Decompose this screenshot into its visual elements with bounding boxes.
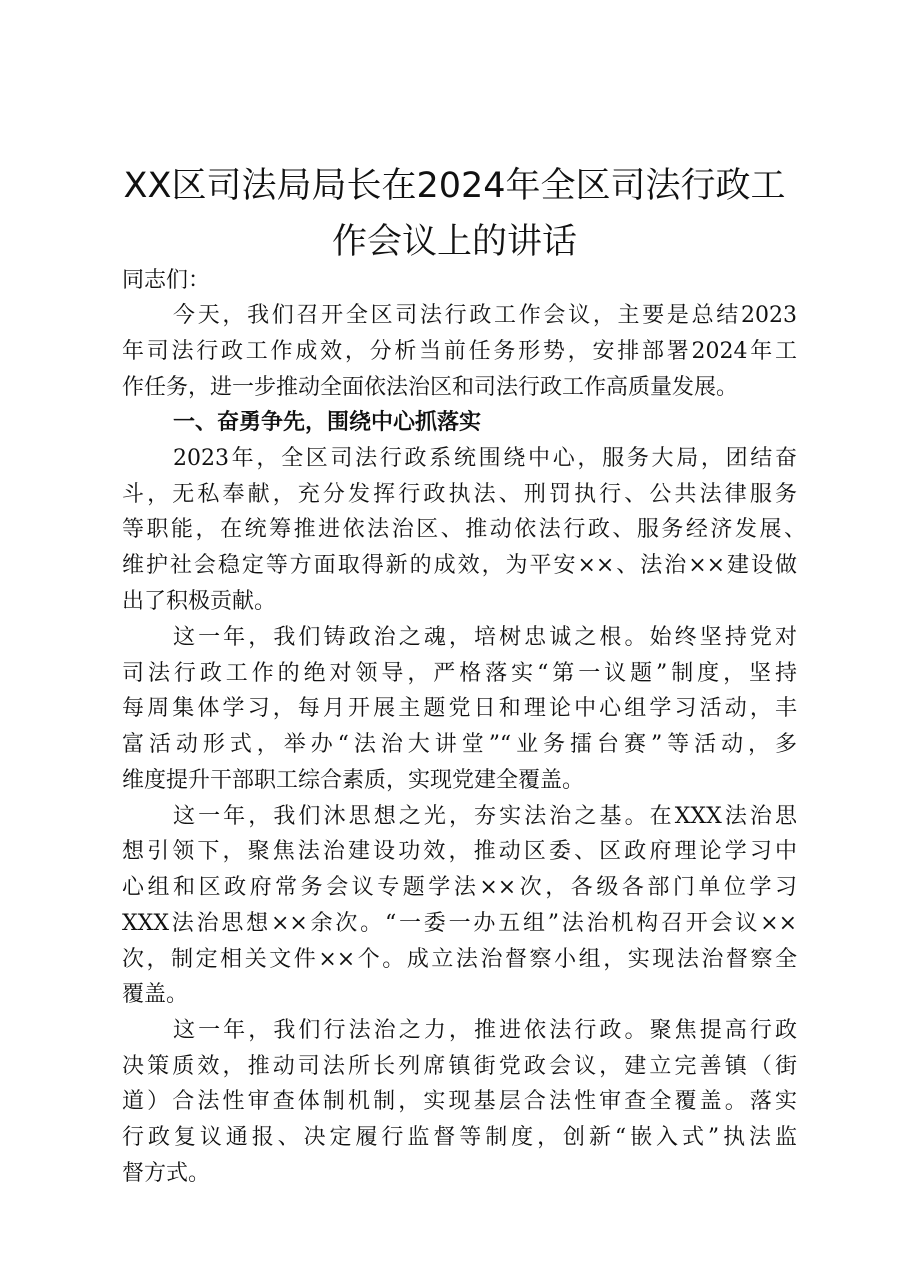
paragraph-line: 道）合法性审查体制机制，实现基层合法性审查全覆盖。落实 [122,1089,797,1114]
intro-line: 年司法行政工作成效，分析当前任务形势，安排部署2024年工 [122,339,797,364]
paragraph-line: 等职能，在统筹推进依法治区、推动依法行政、服务经济发展、 [122,517,806,542]
paragraph-line: 维护社会稳定等方面取得新的成效，为平安××、法治××建设做 [122,553,797,578]
paragraph-line: 维度提升干部职工综合素质，实现党建全覆盖。 [122,768,585,793]
paragraph-line: XXX法治思想××余次。“一委一办五组”法治机构召开会议×× [122,911,797,936]
paragraph-line: 督方式。 [122,1161,211,1186]
document-title-line-2: 作会议上的讲话 [331,222,577,262]
paragraph-line: 2023年，全区司法行政系统围绕中心，服务大局，团结奋 [173,446,797,471]
paragraph-line: 每周集体学习，每月开展主题党日和理论中心组学习活动，丰 [122,696,797,721]
intro-line: 今天，我们召开全区司法行政工作会议，主要是总结2023 [173,303,797,328]
paragraph-line: 富活动形式，举办“法治大讲堂”“业务擂台赛”等活动，多 [122,732,797,757]
paragraph-line: 这一年，我们沐思想之光，夯实法治之基。在XXX法治思 [173,804,797,829]
paragraph-line: 心组和区政府常务会议专题学法××次，各级各部门单位学习 [122,875,797,900]
paragraph-line: 出了积极贡献。 [122,589,277,614]
intro-line: 作任务，进一步推动全面依法治区和司法行政工作高质量发展。 [122,375,739,400]
paragraph-line: 司法行政工作的绝对领导，严格落实“第一议题”制度，坚持 [122,661,797,686]
paragraph-line: 这一年，我们铸政治之魂，培树忠诚之根。始终坚持党对 [173,625,797,650]
paragraph-line: 决策质效，推动司法所长列席镇街党政会议，建立完善镇（街 [122,1054,797,1079]
paragraph-line: 斗，无私奉献，充分发挥行政执法、刑罚执行、公共法律服务 [122,482,797,507]
paragraph-line: 行政复议通报、决定履行监督等制度，创新“嵌入式”执法监 [122,1125,797,1150]
paragraph-line: 次，制定相关文件××个。成立法治督察小组，实现法治督察全 [122,947,797,972]
paragraph-line: 想引领下，聚焦法治建设功效，推动区委、区政府理论学习中 [122,839,797,864]
section-heading: 一、奋勇争先，围绕中心抓落实 [173,410,482,435]
paragraph-line: 覆盖。 [122,982,189,1007]
salutation: 同志们： [122,268,211,293]
document-title-line-1: XX区司法局局长在2024年全区司法行政工 [123,166,786,206]
paragraph-line: 这一年，我们行法治之力，推进依法行政。聚焦提高行政 [173,1018,797,1043]
